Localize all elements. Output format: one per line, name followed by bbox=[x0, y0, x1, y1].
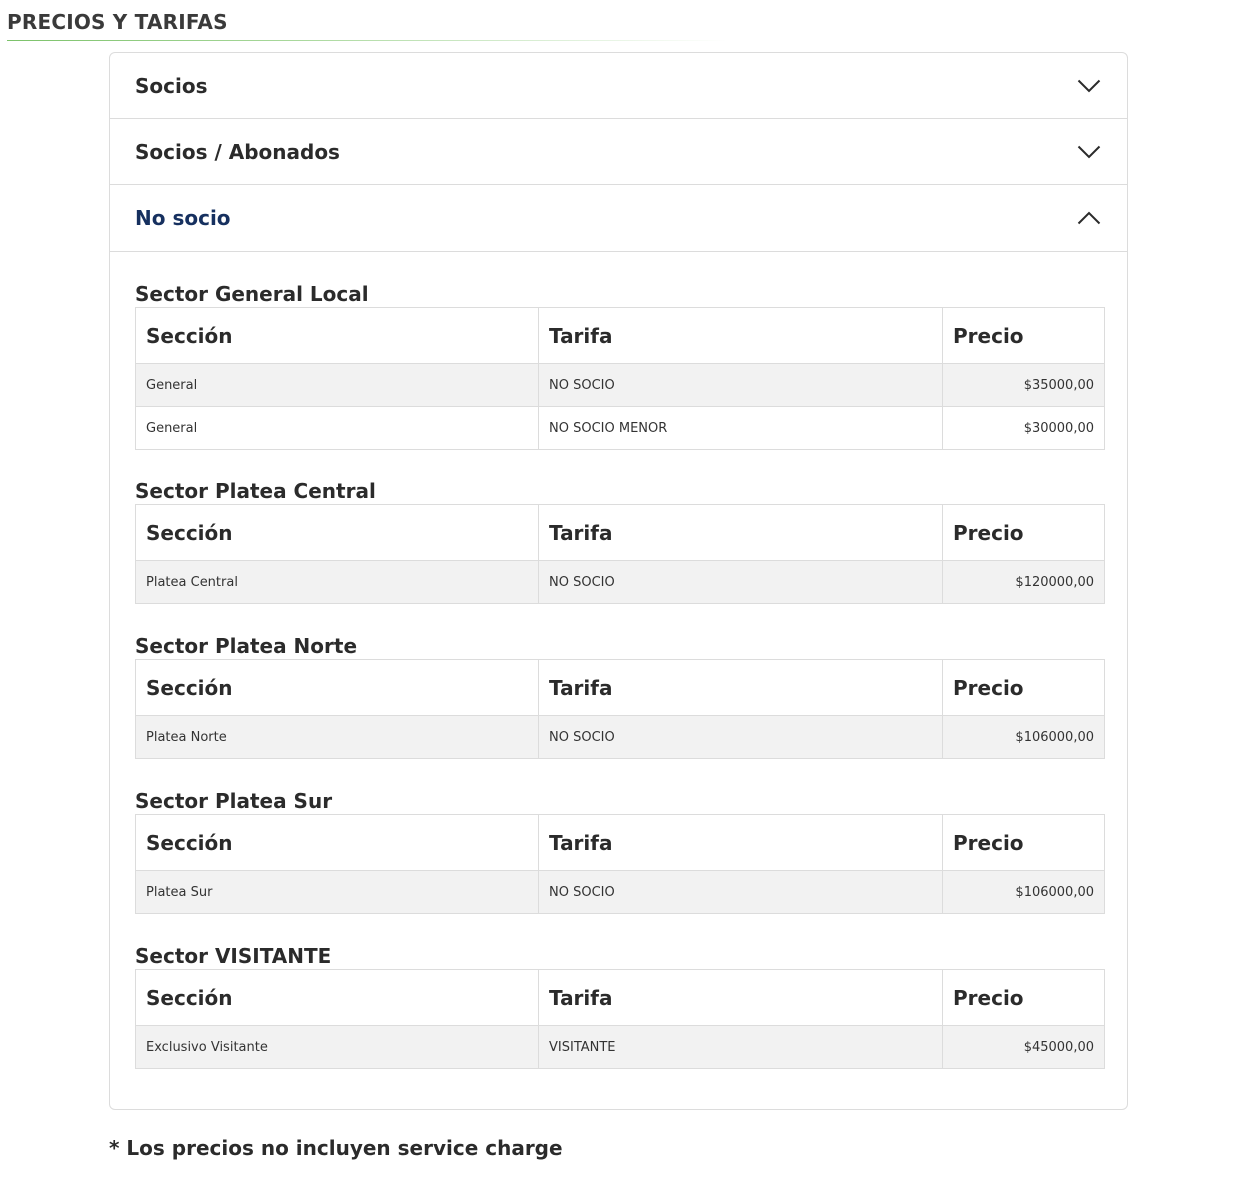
page-title: PRECIOS Y TARIFAS bbox=[7, 10, 228, 34]
sector-title: Sector Platea Central bbox=[135, 479, 376, 503]
price-table bbox=[135, 307, 1105, 450]
cell-tarifa: VISITANTE bbox=[539, 1026, 943, 1069]
cell-seccion: Exclusivo Visitante bbox=[136, 1026, 539, 1069]
cell-tarifa: NO SOCIO MENOR bbox=[539, 407, 943, 450]
price-table bbox=[135, 659, 1105, 759]
accordion-title: Socios bbox=[135, 73, 208, 98]
sector-title: Sector Platea Sur bbox=[135, 789, 333, 813]
cell-seccion: General bbox=[136, 364, 539, 407]
column-header-tarifa: Tarifa bbox=[539, 970, 943, 1026]
accordion-body-no-socio bbox=[110, 252, 1127, 1069]
cell-tarifa: NO SOCIO bbox=[539, 871, 943, 914]
table-row bbox=[136, 1026, 1105, 1069]
table-header-row bbox=[136, 815, 1105, 871]
accordion-header-socios-abonados[interactable] bbox=[110, 119, 1127, 185]
title-underline bbox=[7, 40, 727, 41]
column-header-tarifa: Tarifa bbox=[539, 660, 943, 716]
accordion-title: Socios / Abonados bbox=[135, 139, 340, 164]
column-header-precio: Precio bbox=[943, 815, 1105, 871]
chevron-down-icon bbox=[1077, 79, 1101, 93]
cell-precio: $120000,00 bbox=[943, 561, 1105, 604]
column-header-precio: Precio bbox=[943, 660, 1105, 716]
cell-tarifa: NO SOCIO bbox=[539, 364, 943, 407]
sector-title: Sector Platea Norte bbox=[135, 634, 358, 658]
accordion-title: No socio bbox=[135, 206, 231, 230]
cell-precio: $106000,00 bbox=[943, 716, 1105, 759]
column-header-seccion: Sección bbox=[136, 815, 539, 871]
table-row bbox=[136, 716, 1105, 759]
table-header-row bbox=[136, 660, 1105, 716]
table-header-row bbox=[136, 970, 1105, 1026]
table-row bbox=[136, 364, 1105, 407]
price-table bbox=[135, 504, 1105, 604]
accordion-header-no-socio[interactable] bbox=[110, 185, 1127, 252]
price-table bbox=[135, 969, 1105, 1069]
column-header-precio: Precio bbox=[943, 505, 1105, 561]
cell-tarifa: NO SOCIO bbox=[539, 716, 943, 759]
sector-title: Sector VISITANTE bbox=[135, 944, 332, 968]
cell-precio: $30000,00 bbox=[943, 407, 1105, 450]
column-header-tarifa: Tarifa bbox=[539, 505, 943, 561]
table-row bbox=[136, 407, 1105, 450]
cell-seccion: Platea Sur bbox=[136, 871, 539, 914]
cell-precio: $35000,00 bbox=[943, 364, 1105, 407]
table-header-row bbox=[136, 308, 1105, 364]
table-header-row bbox=[136, 505, 1105, 561]
column-header-seccion: Sección bbox=[136, 660, 539, 716]
column-header-precio: Precio bbox=[943, 970, 1105, 1026]
column-header-precio: Precio bbox=[943, 308, 1105, 364]
column-header-seccion: Sección bbox=[136, 970, 539, 1026]
pricing-accordion bbox=[109, 52, 1128, 1110]
cell-tarifa: NO SOCIO bbox=[539, 561, 943, 604]
accordion-header-socios[interactable] bbox=[110, 53, 1127, 119]
chevron-up-icon bbox=[1077, 211, 1101, 225]
cell-precio: $45000,00 bbox=[943, 1026, 1105, 1069]
column-header-tarifa: Tarifa bbox=[539, 308, 943, 364]
sector-title: Sector General Local bbox=[135, 282, 369, 306]
cell-seccion: Platea Central bbox=[136, 561, 539, 604]
column-header-seccion: Sección bbox=[136, 308, 539, 364]
cell-seccion: General bbox=[136, 407, 539, 450]
table-row bbox=[136, 561, 1105, 604]
chevron-down-icon bbox=[1077, 145, 1101, 159]
table-row bbox=[136, 871, 1105, 914]
footnote: * Los precios no incluyen service charge bbox=[109, 1136, 563, 1160]
cell-seccion: Platea Norte bbox=[136, 716, 539, 759]
column-header-tarifa: Tarifa bbox=[539, 815, 943, 871]
column-header-seccion: Sección bbox=[136, 505, 539, 561]
cell-precio: $106000,00 bbox=[943, 871, 1105, 914]
price-table bbox=[135, 814, 1105, 914]
